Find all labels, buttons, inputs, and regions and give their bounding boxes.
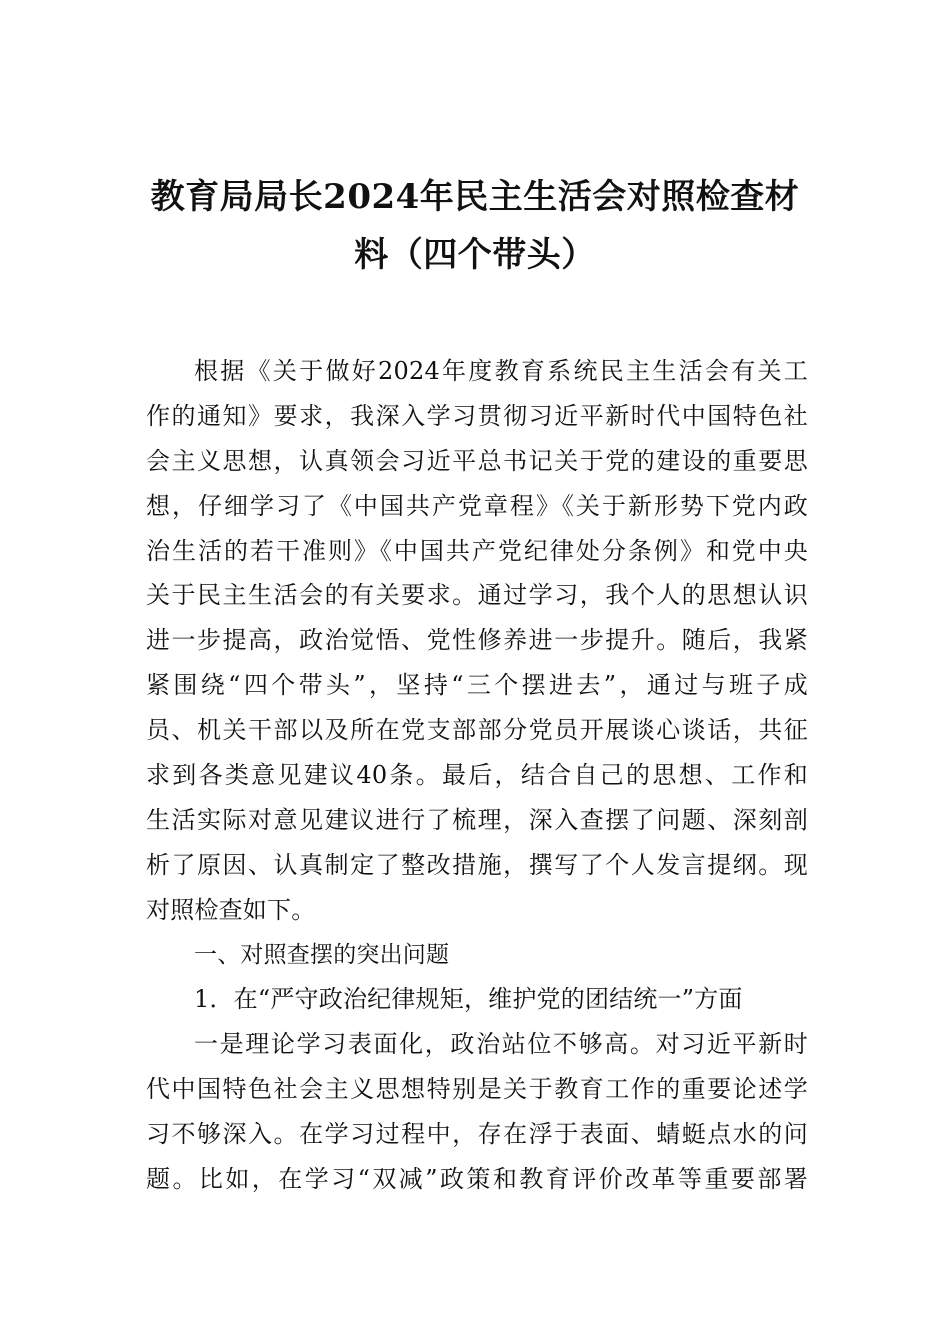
section-subheading: 1．在“严守政治纪律规矩，维护党的团结统一”方面 [194,985,743,1014]
intro-line-6: 关于民主生活会的有关要求。通过学习，我个人的思想认识 [146,581,808,610]
section-line-1: 一是理论学习表面化，政治站位不够高。对习近平新时 [194,1030,808,1059]
title-line-1: 教育局局长2024年民主生活会对照检查材 [150,177,800,217]
intro-line-9: 员、机关干部以及所在党支部部分党员开展谈心谈话，共征 [146,716,808,745]
intro-line-3: 会主义思想，认真领会习近平总书记关于党的建设的重要思 [146,446,808,475]
intro-line-1: 根据《关于做好2024年度教育系统民主生活会有关工 [194,357,808,385]
section-line-4: 题。比如，在学习“双减”政策和教育评价改革等重要部署 [146,1165,808,1194]
intro-line-4: 想，仔细学习了《中国共产党章程》《关于新形势下党内政 [146,491,808,520]
intro-line-13: 对照检查如下。 [146,895,316,924]
section-heading: 一、对照查摆的突出问题 [194,941,450,968]
document-title [130,168,820,284]
title-line-2: 料（四个带头） [354,235,596,275]
document-body [146,349,808,1202]
section-line-2: 代中国特色社会主义思想特别是关于教育工作的重要论述学 [146,1075,808,1104]
intro-line-10: 求到各类意见建议40条。最后，结合自己的思想、工作和 [146,761,808,790]
intro-line-8: 紧围绕“四个带头”，坚持“三个摆进去”，通过与班子成 [146,671,808,700]
intro-line-11: 生活实际对意见建议进行了梳理，深入查摆了问题、深刻剖 [146,805,808,834]
intro-line-2: 作的通知》要求，我深入学习贯彻习近平新时代中国特色社 [146,401,808,430]
intro-line-7: 进一步提高，政治觉悟、党性修养进一步提升。随后，我紧 [146,626,808,655]
intro-line-12: 析了原因、认真制定了整改措施，撰写了个人发言提纲。现 [146,850,808,879]
section-line-3: 习不够深入。在学习过程中，存在浮于表面、蜻蜓点水的问 [146,1120,808,1149]
intro-line-5: 治生活的若干准则》《中国共产党纪律处分条例》和党中央 [146,536,808,565]
